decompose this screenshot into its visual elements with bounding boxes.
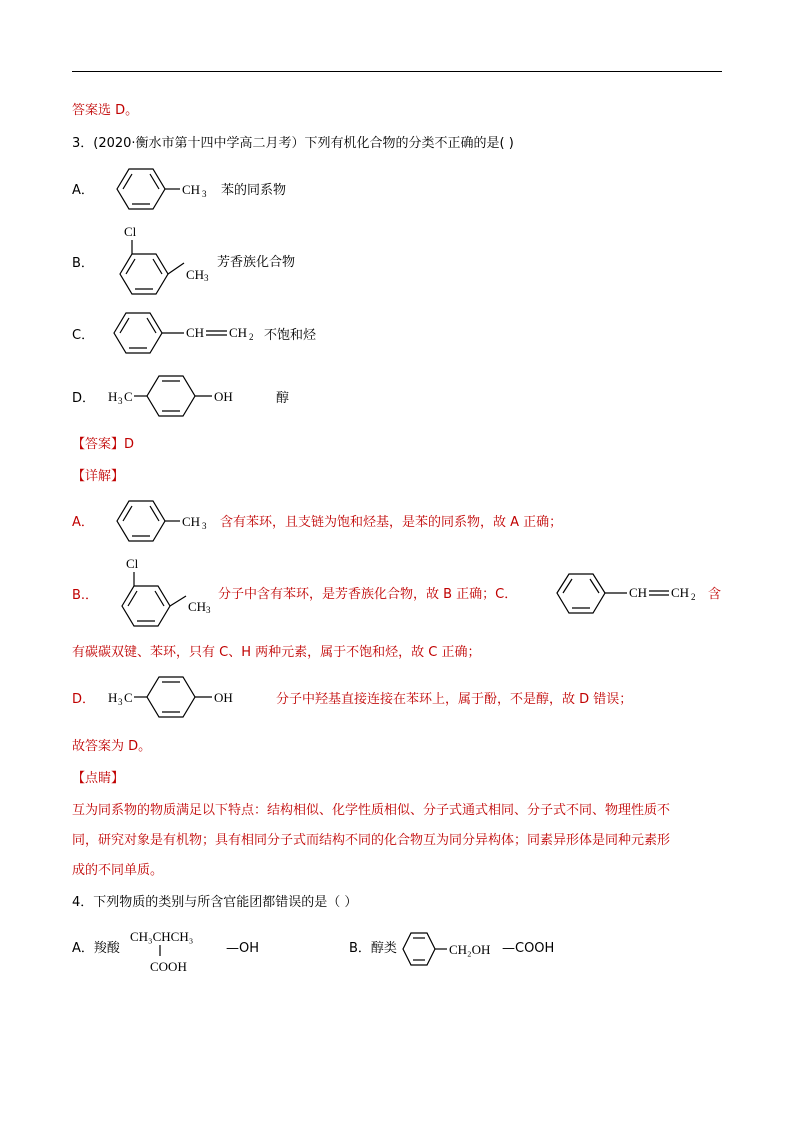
detail-a-letter: A． [72,515,94,530]
q4-option-b-letter: B．醇类 [349,941,397,956]
chlorotoluene-structure [104,223,216,298]
q3-option-c-letter: C． [72,328,95,343]
toluene-structure [104,168,214,216]
detail-cresol-structure [106,674,256,720]
svg-text:2: 2 [249,332,254,342]
methyl-label: CH [182,182,201,197]
q4-option-a-group: —OH [226,941,260,956]
point-line-3: 成的不同单质。 [72,863,164,878]
svg-text:H: H [108,690,118,705]
detail-c-text: 有碳碳双键、苯环，只有 C、H 两种元素，属于不饱和烃，故 C 正确； [72,645,481,660]
svg-text:CH: CH [188,599,207,614]
detail-b-text: 分子中含有苯环，是芳香族化合物，故 B 正确；C． [218,587,518,602]
q4-stem: 4．下列物质的类别与所含官能团都错误的是（ ） [72,895,358,910]
detail-conclusion: 故答案为 D。 [72,739,152,754]
detail-heading: 【详解】 [72,469,125,484]
chloro-label: Cl [124,224,137,239]
svg-text:COOH: COOH [150,959,187,974]
svg-text:CH: CH [186,325,205,340]
svg-text:CH₂OH: CH₂OH [449,942,491,957]
svg-text:CH₃CHCH₃: CH₃CHCH₃ [130,929,194,944]
styrene-structure [104,312,264,358]
previous-answer: 答案选 D。 [72,103,139,118]
svg-text:Cl: Cl [126,556,139,571]
svg-text:3: 3 [206,605,211,615]
q4-option-a-letter: A．羧酸 [72,941,120,956]
svg-text:CH: CH [229,325,248,340]
q3-option-d-letter: D． [72,391,96,406]
svg-text:OH: OH [214,389,233,404]
point-line-2: 同，研究对象是有机物；具有相同分子式而结构不同的化合物互为同分异构体；同素异形体是同种元素形 [72,833,671,848]
svg-text:H: H [108,389,118,404]
q4-option-b-group: —COOH [502,941,555,956]
svg-text:CH: CH [186,267,205,282]
point-heading: 【点睛】 [72,771,125,786]
q3-option-a-desc: 苯的同系物 [221,183,287,198]
isobutyric-acid-structure [128,924,218,976]
detail-styrene-structure [553,573,703,617]
detail-chlorotoluene-structure [104,555,216,630]
detail-d-letter: D． [72,692,96,707]
cresol-structure [106,373,256,419]
svg-text:C: C [124,690,133,705]
svg-text:C: C [124,389,133,404]
svg-text:3: 3 [118,396,123,406]
svg-text:CH: CH [182,514,201,529]
detail-toluene-structure [104,500,216,548]
svg-text:3: 3 [204,273,209,283]
svg-text:3: 3 [118,697,123,707]
answer-heading: 【答案】D [72,437,135,452]
svg-text:3: 3 [202,189,207,199]
benzyl-alcohol-structure [400,932,500,968]
point-line-1: 互为同系物的物质满足以下特点：结构相似、化学性质相似、分子式通式相同、分子式不同、物理性质不 [72,803,671,818]
q3-stem: 3．(2020·衡水市第十四中学高二月考）下列有机化合物的分类不正确的是( ) [72,136,514,151]
q3-option-b-desc: 芳香族化合物 [217,255,296,270]
svg-text:3: 3 [202,521,207,531]
svg-text:CH: CH [629,585,648,600]
detail-a-text: 含有苯环，且支链为饱和烃基，是苯的同系物，故 A 正确； [220,515,563,530]
header-rule [72,71,722,72]
detail-b-letter: B.． [72,588,99,603]
q3-option-b-letter: B． [72,256,94,271]
q3-option-c-desc: 不饱和烃 [264,328,317,343]
detail-c-tail: 含 [708,587,722,602]
svg-text:2: 2 [691,592,696,602]
detail-d-text: 分子中羟基直接连接在苯环上，属于酚，不是醇，故 D 错误； [276,692,633,707]
q3-option-d-desc: 醇 [276,391,290,406]
svg-text:OH: OH [214,690,233,705]
svg-text:CH: CH [671,585,690,600]
q3-option-a-letter: A． [72,183,94,198]
